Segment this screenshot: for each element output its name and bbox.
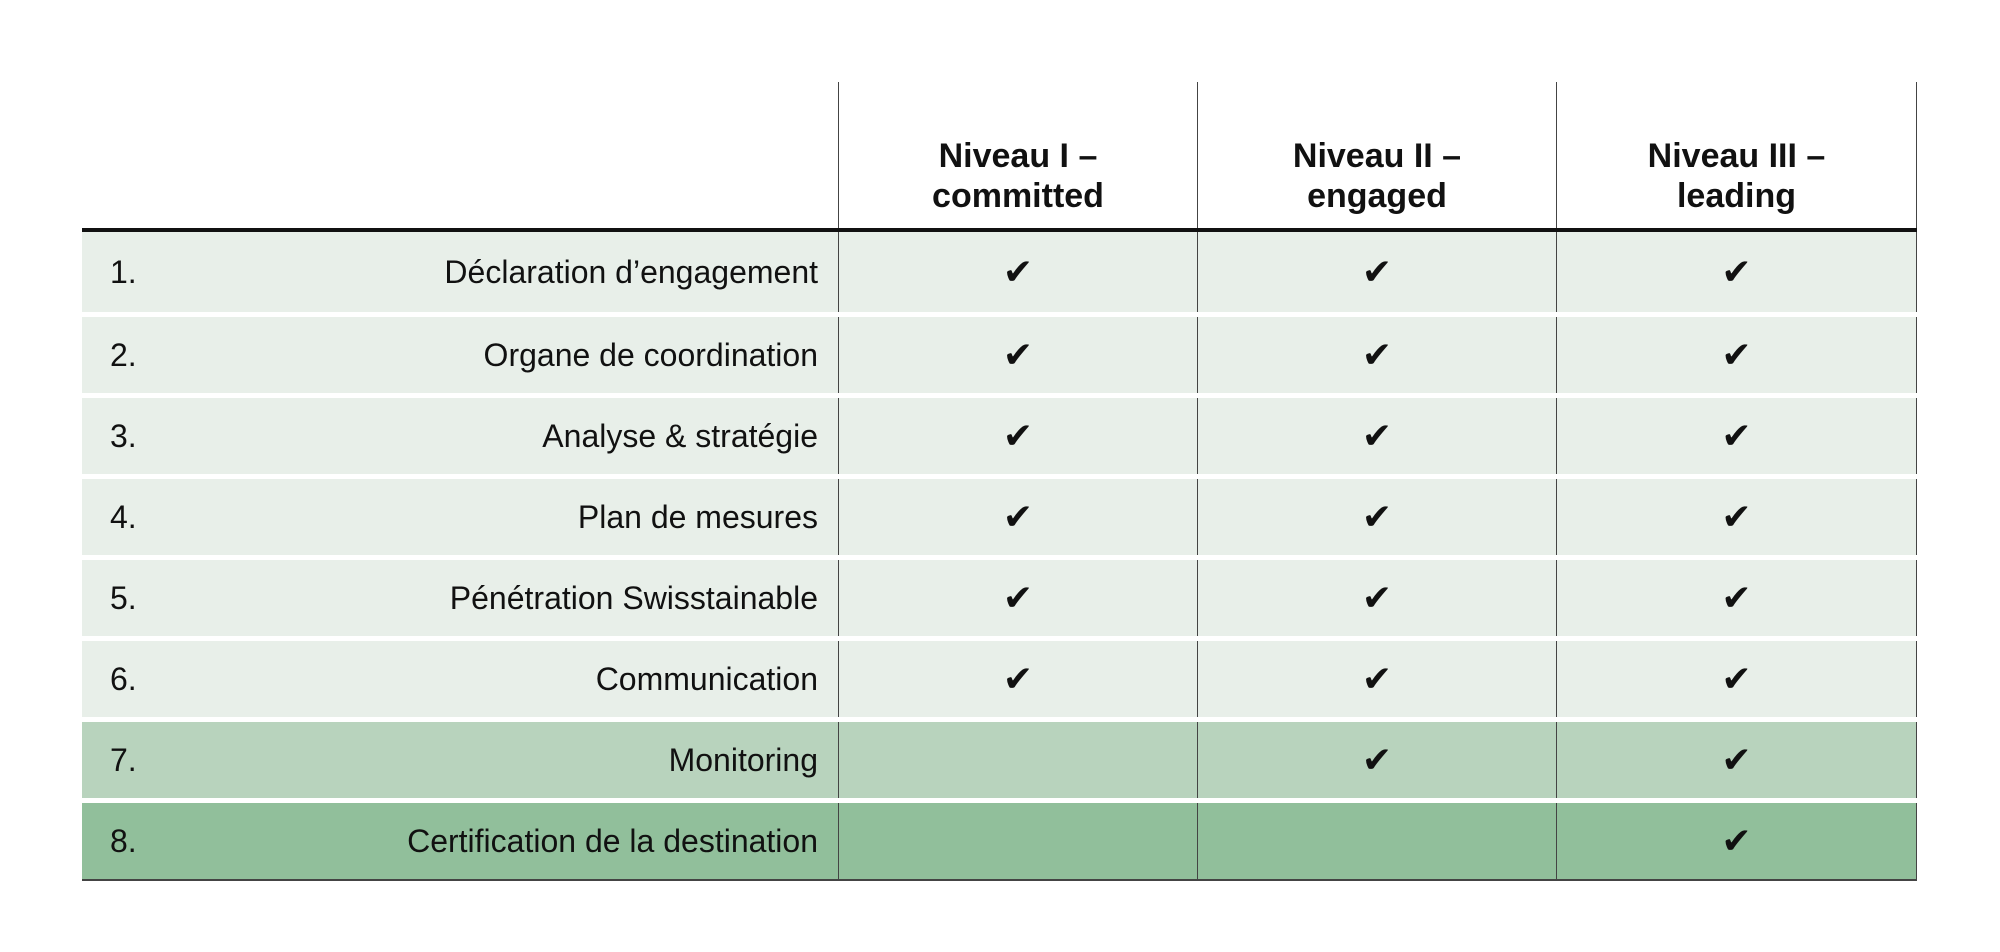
check-icon: ✔ <box>1361 739 1393 780</box>
check-icon: ✔ <box>1361 658 1393 699</box>
table-body <box>82 232 1917 879</box>
check-icon: ✔ <box>1721 251 1752 292</box>
column-header-level-2: Niveau II – engaged <box>1197 82 1556 228</box>
level-2-cell <box>1197 803 1556 879</box>
level-3-cell <box>1556 232 1917 312</box>
table-row <box>82 641 1917 717</box>
table-row <box>82 560 1917 636</box>
check-icon: ✔ <box>1361 577 1393 618</box>
level-1-cell <box>838 560 1197 636</box>
check-icon: ✔ <box>1002 496 1034 537</box>
table-row <box>82 803 1917 879</box>
column-header-level-1: Niveau I – committed <box>838 82 1197 228</box>
level-1-cell <box>838 398 1197 474</box>
level-3-cell <box>1556 398 1917 474</box>
level-3-cell <box>1556 560 1917 636</box>
level-3-cell <box>1556 803 1917 879</box>
level-2-cell <box>1197 232 1556 312</box>
row-number: 3. <box>110 417 137 454</box>
check-icon: ✔ <box>1721 820 1752 861</box>
level-2-cell <box>1197 398 1556 474</box>
check-icon: ✔ <box>1002 577 1034 618</box>
check-icon: ✔ <box>1002 658 1034 699</box>
row-number: 2. <box>110 336 137 373</box>
check-icon: ✔ <box>1361 251 1393 292</box>
row-label: Déclaration d’engagement <box>444 253 818 290</box>
row-number: 6. <box>110 660 137 697</box>
row-label: Analyse & stratégie <box>542 417 818 454</box>
levels-table <box>82 82 1917 881</box>
row-label: Monitoring <box>668 741 818 778</box>
level-3-cell <box>1556 479 1917 555</box>
row-label: Certification de la destination <box>407 822 818 859</box>
table-row <box>82 479 1917 555</box>
level-3-cell <box>1556 722 1917 798</box>
level-2-cell <box>1197 722 1556 798</box>
row-label: Pénétration Swisstainable <box>449 579 818 616</box>
level-3-cell <box>1556 641 1917 717</box>
row-label: Organe de coordination <box>483 336 818 373</box>
table-row <box>82 722 1917 798</box>
check-icon: ✔ <box>1721 577 1752 618</box>
check-icon: ✔ <box>1002 415 1034 456</box>
table-bottom-border <box>82 879 1917 881</box>
row-number: 7. <box>110 741 137 778</box>
row-number: 4. <box>110 498 137 535</box>
level-2-cell <box>1197 560 1556 636</box>
check-icon: ✔ <box>1721 739 1752 780</box>
column-header-level-3: Niveau III – leading <box>1556 82 1917 228</box>
check-icon: ✔ <box>1721 496 1752 537</box>
row-number: 5. <box>110 579 137 616</box>
row-label: Plan de mesures <box>577 498 818 535</box>
check-icon: ✔ <box>1002 334 1034 375</box>
row-number: 1. <box>110 253 137 290</box>
check-icon: ✔ <box>1361 415 1393 456</box>
table-row <box>82 317 1917 393</box>
table-row <box>82 398 1917 474</box>
level-1-cell <box>838 803 1197 879</box>
level-1-cell <box>838 232 1197 312</box>
row-number: 8. <box>110 822 137 859</box>
level-1-cell <box>838 722 1197 798</box>
check-icon: ✔ <box>1721 415 1752 456</box>
level-2-cell <box>1197 317 1556 393</box>
check-icon: ✔ <box>1721 334 1752 375</box>
level-3-cell <box>1556 317 1917 393</box>
level-1-cell <box>838 317 1197 393</box>
level-2-cell <box>1197 641 1556 717</box>
check-icon: ✔ <box>1361 334 1393 375</box>
level-1-cell <box>838 641 1197 717</box>
table-header <box>82 82 1917 232</box>
check-icon: ✔ <box>1002 251 1034 292</box>
level-2-cell <box>1197 479 1556 555</box>
check-icon: ✔ <box>1361 496 1393 537</box>
check-icon: ✔ <box>1721 658 1752 699</box>
level-1-cell <box>838 479 1197 555</box>
table-row <box>82 232 1917 312</box>
row-label: Communication <box>595 660 818 697</box>
